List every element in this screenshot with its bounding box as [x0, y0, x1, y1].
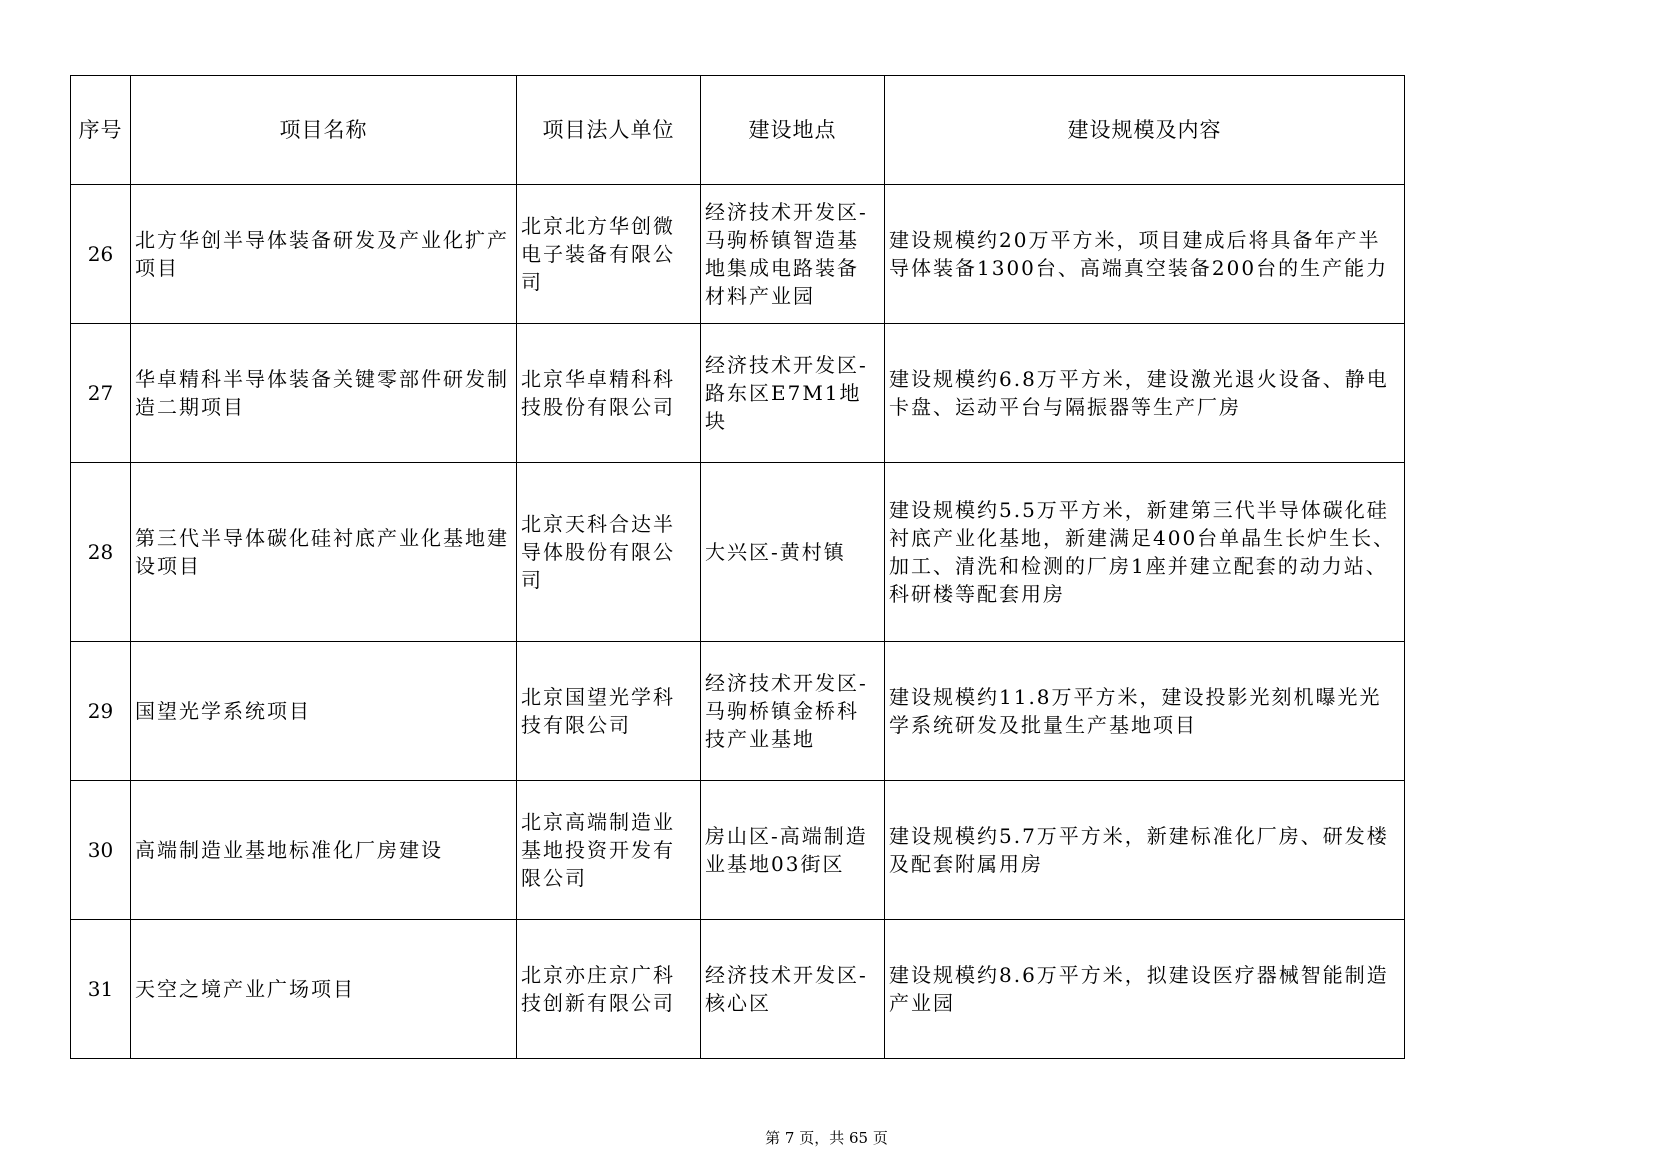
- row-location: 经济技术开发区-路东区E7M1地块: [701, 324, 885, 463]
- row-no: 28: [71, 463, 131, 642]
- project-table: [70, 75, 1405, 1059]
- row-scale: 建设规模约11.8万平方米，建设投影光刻机曝光光学系统研发及批量生产基地项目: [885, 642, 1405, 781]
- table-row: [71, 781, 1405, 920]
- row-location: 房山区-高端制造业基地03街区: [701, 781, 885, 920]
- row-location: 经济技术开发区-马驹桥镇智造基地集成电路装备材料产业园: [701, 185, 885, 324]
- row-project-name: 国望光学系统项目: [131, 642, 517, 781]
- header-scale: 建设规模及内容: [885, 76, 1405, 185]
- row-project-name: 华卓精科半导体装备关键零部件研发制造二期项目: [131, 324, 517, 463]
- table-header-row: [71, 76, 1405, 185]
- row-legal-unit: 北京北方华创微电子装备有限公司: [517, 185, 701, 324]
- row-no: 27: [71, 324, 131, 463]
- row-legal-unit: 北京华卓精科科技股份有限公司: [517, 324, 701, 463]
- row-no: 29: [71, 642, 131, 781]
- header-no: 序号: [71, 76, 131, 185]
- table-row: [71, 920, 1405, 1059]
- row-project-name: 北方华创半导体装备研发及产业化扩产项目: [131, 185, 517, 324]
- row-no: 26: [71, 185, 131, 324]
- row-location: 经济技术开发区-核心区: [701, 920, 885, 1059]
- row-no: 31: [71, 920, 131, 1059]
- table-row: [71, 463, 1405, 642]
- row-location: 大兴区-黄村镇: [701, 463, 885, 642]
- row-legal-unit: 北京国望光学科技有限公司: [517, 642, 701, 781]
- header-legal-unit: 项目法人单位: [517, 76, 701, 185]
- row-project-name: 第三代半导体碳化硅衬底产业化基地建设项目: [131, 463, 517, 642]
- row-no: 30: [71, 781, 131, 920]
- row-legal-unit: 北京天科合达半导体股份有限公司: [517, 463, 701, 642]
- header-location: 建设地点: [701, 76, 885, 185]
- row-project-name: 天空之境产业广场项目: [131, 920, 517, 1059]
- row-scale: 建设规模约8.6万平方米，拟建设医疗器械智能制造产业园: [885, 920, 1405, 1059]
- table-row: [71, 324, 1405, 463]
- table-row: [71, 185, 1405, 324]
- row-scale: 建设规模约5.7万平方米，新建标准化厂房、研发楼及配套附属用房: [885, 781, 1405, 920]
- row-location: 经济技术开发区-马驹桥镇金桥科技产业基地: [701, 642, 885, 781]
- page-number: 第 7 页，共 65 页: [765, 1129, 888, 1147]
- header-project-name: 项目名称: [131, 76, 517, 185]
- row-legal-unit: 北京高端制造业基地投资开发有限公司: [517, 781, 701, 920]
- row-scale: 建设规模约6.8万平方米，建设激光退火设备、静电卡盘、运动平台与隔振器等生产厂房: [885, 324, 1405, 463]
- row-project-name: 高端制造业基地标准化厂房建设: [131, 781, 517, 920]
- row-scale: 建设规模约20万平方米，项目建成后将具备年产半导体装备1300台、高端真空装备200台的生产能力: [885, 185, 1405, 324]
- table-row: [71, 642, 1405, 781]
- row-scale: 建设规模约5.5万平方米，新建第三代半导体碳化硅衬底产业化基地，新建满足400台单晶生长炉生长、加工、清洗和检测的厂房1座并建立配套的动力站、科研楼等配套用房: [885, 463, 1405, 642]
- row-legal-unit: 北京亦庄京广科技创新有限公司: [517, 920, 701, 1059]
